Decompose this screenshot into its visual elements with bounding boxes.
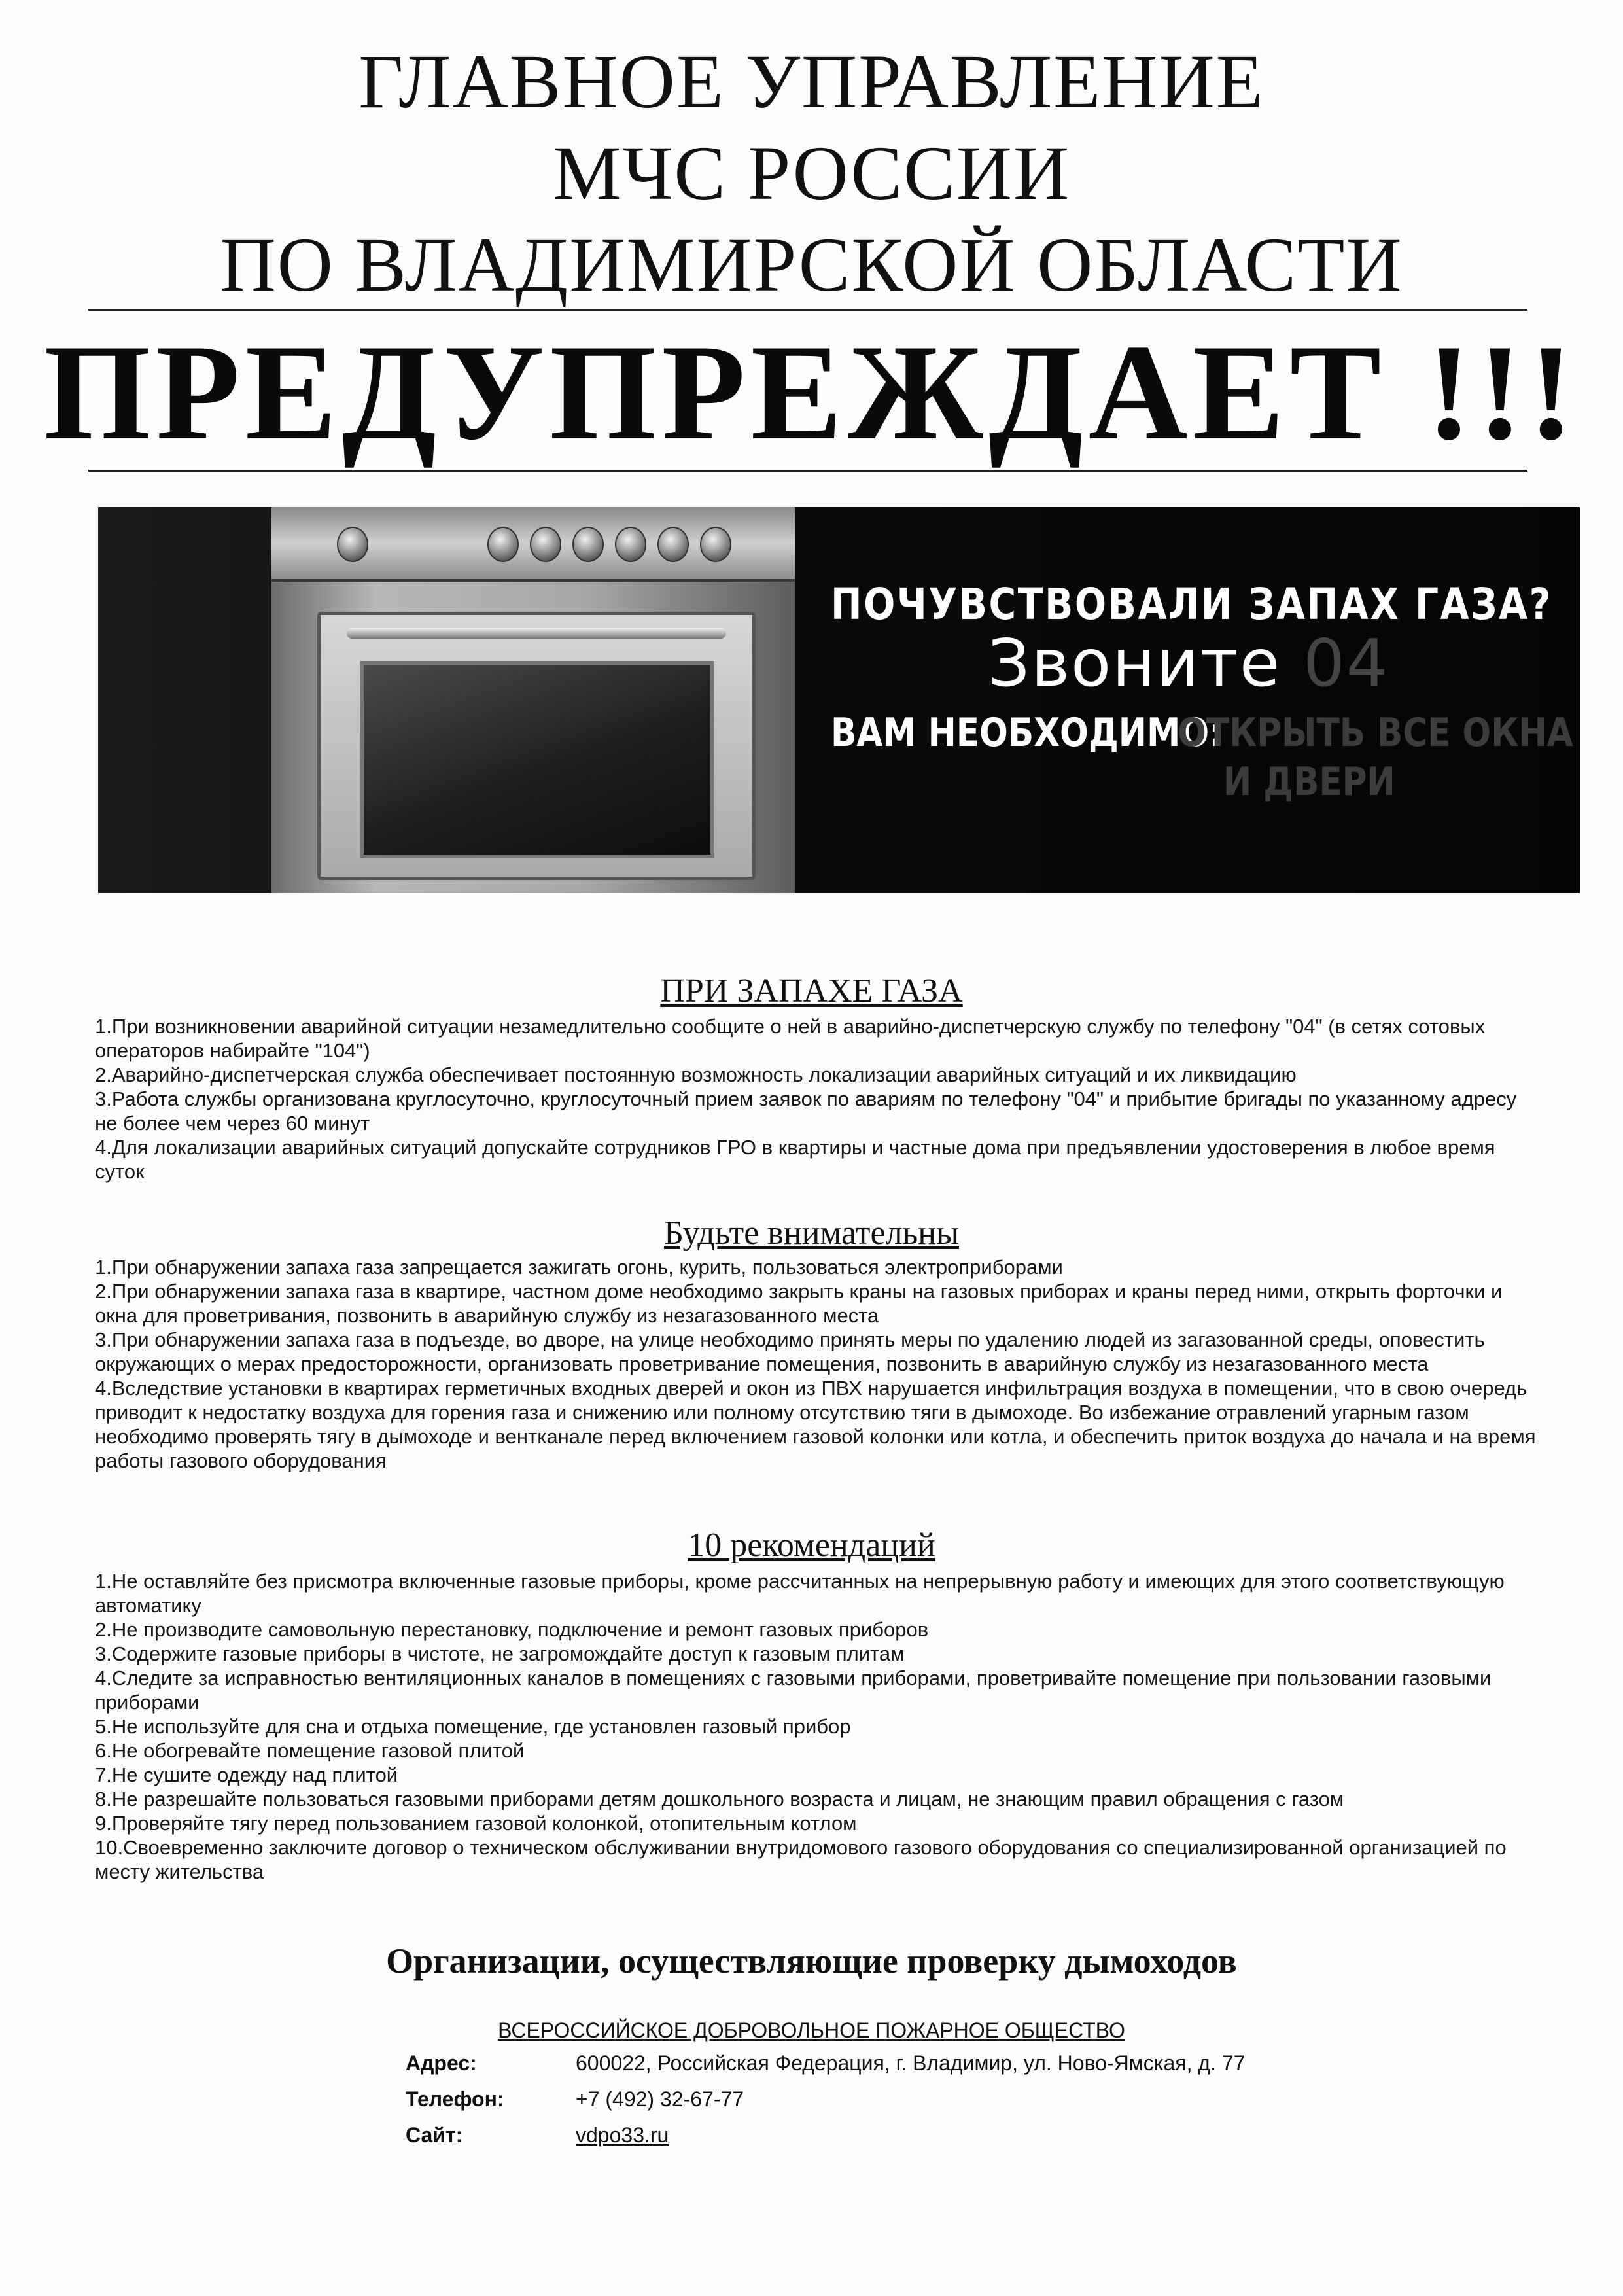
address-value: 600022, Российская Федерация, г. Владимир, ул. Ново-Ямская, д. 77 [576, 2051, 1246, 2075]
list-item: 3.При обнаружении запаха газа в подъезде, во дворе, на улице необходимо принять меры по удалению людей из загазованной среды, оповестить окружающих о мерах предосторожности, организовать проветривание помещения, позвонить в аварийную службу из незагазованного места [95, 1328, 1485, 1375]
list-item: 8.Не разрешайте пользоваться газовыми приборами детям дошкольного возраста и лицам, не знающим правил обращения с газом [95, 1788, 1344, 1810]
stove-knob-icon [530, 527, 561, 562]
warning-title: ПРЕДУПРЕЖДАЕТ !!! [44, 317, 1579, 468]
heading-line-3: ПО ВЛАДИМИРСКОЙ ОБЛАСТИ [220, 222, 1403, 308]
bottom-divider [88, 470, 1527, 472]
top-divider [88, 309, 1527, 311]
oven-window [360, 661, 714, 858]
list-item: 4.Вследствие установки в квартирах герметичных входных дверей и окон из ПВХ нарушается инфильтрация воздуха в помещении, что в свою очередь приводит к недостатку воздуха для горения газа и снижению или полному отсутствию тяги в дымоходе. Во избежание отравлений угарным газом необходимо проверять тягу в дымоходе и вентканале перед включением газовой колонки или котла, и обеспечить приток воздуха до начала и на время работы газового оборудования [95, 1377, 1536, 1472]
site-label: Сайт: [406, 2123, 463, 2147]
banner-call-number: 04 [1303, 625, 1389, 701]
list-item: 1.Не оставляйте без присмотра включенные газовые приборы, кроме рассчитанных на непрерывную работу и имеющих для этого соответствующую автоматику [95, 1570, 1505, 1617]
banner-action-2: И ДВЕРИ [1223, 759, 1395, 805]
banner-action-1: ОТКРЫТЬ ВСЕ ОКНА [1178, 710, 1573, 756]
section-title-recommendations: 10 рекомендаций [688, 1527, 935, 1564]
list-item: 9.Проверяйте тягу перед пользованием газовой колонкой, отопительным котлом [95, 1812, 857, 1835]
banner-call-label: Звоните [988, 625, 1282, 701]
be-careful-list [95, 1255, 1544, 1473]
stove-knob-icon [572, 527, 604, 562]
phone-label: Телефон: [406, 2087, 504, 2111]
gas-stove-image [271, 507, 795, 893]
list-item: 4.Для локализации аварийных ситуаций допускайте сотрудников ГРО в квартиры и частные дома при предъявлении удостоверения в любое время суток [95, 1136, 1495, 1183]
oven-door [317, 612, 756, 880]
gas-smell-list [95, 1014, 1544, 1184]
recommendations-list [95, 1569, 1544, 1884]
list-item: 10.Своевременно заключите договор о техническом обслуживании внутридомового газового оборудования со специализированной организацией по месту жительства [95, 1836, 1507, 1883]
list-item: 2.Не производите самовольную перестановку, подключение и ремонт газовых приборов [95, 1618, 929, 1641]
stove-knob-icon [337, 527, 368, 562]
site-link[interactable]: vdpo33.ru [576, 2123, 669, 2147]
organizations-title: Организации, осуществляющие проверку дымоходов [386, 1941, 1237, 1981]
stove-knob-icon [657, 527, 689, 562]
heading-line-1: ГЛАВНОЕ УПРАВЛЕНИЕ [358, 39, 1265, 124]
stove-control-panel [271, 507, 795, 582]
organization-name: ВСЕРОССИЙСКОЕ ДОБРОВОЛЬНОЕ ПОЖАРНОЕ ОБЩЕСТВО [498, 2019, 1125, 2042]
list-item: 4.Следите за исправностью вентиляционных каналов в помещениях с газовыми приборами, проветривайте помещение при пользовании газовыми приборами [95, 1667, 1492, 1714]
banner-question: ПОЧУВСТВОВАЛИ ЗАПАХ ГАЗА? [831, 579, 1553, 629]
stove-knob-icon [700, 527, 731, 562]
list-item: 1.При возникновении аварийной ситуации незамедлительно сообщите о ней в аварийно-диспетчерскую службу по телефону "04" (в сетях сотовых операторов набирайте "104") [95, 1015, 1486, 1062]
list-item: 3.Работа службы организована круглосуточно, круглосуточный прием заявок по авариям по телефону "04" и прибытие бригады по указанному адресу не более чем через 60 минут [95, 1087, 1517, 1135]
stove-knob-icon [615, 527, 646, 562]
stove-knob-icon [487, 527, 519, 562]
banner-call [988, 625, 1389, 701]
list-item: 3.Содержите газовые приборы в чистоте, не загромождайте доступ к газовым плитам [95, 1642, 905, 1665]
list-item: 2.При обнаружении запаха газа в квартире, частном доме необходимо закрыть краны на газовых приборах и краны перед ними, открыть форточки и окна для проветривания, позвонить в аварийную службу из незагазованного места [95, 1280, 1503, 1327]
banner-need: ВАМ НЕОБХОДИМО: [831, 710, 1223, 756]
section-title-gas-smell: ПРИ ЗАПАХЕ ГАЗА [660, 972, 963, 1010]
list-item: 1.При обнаружении запаха газа запрещается зажигать огонь, курить, пользоваться электроприборами [95, 1256, 1063, 1279]
list-item: 6.Не обогревайте помещение газовой плитой [95, 1739, 525, 1762]
list-item: 5.Не используйте для сна и отдыха помещение, где установлен газовый прибор [95, 1715, 851, 1738]
list-item: 2.Аварийно-диспетчерская служба обеспечивает постоянную возможность локализации аварийных ситуаций и их ликвидацию [95, 1063, 1297, 1086]
section-title-be-careful: Будьте внимательны [663, 1214, 959, 1252]
oven-handle [347, 628, 726, 639]
address-label: Адрес: [406, 2051, 477, 2075]
list-item: 7.Не сушите одежду над плитой [95, 1763, 398, 1786]
gas-smell-banner [98, 507, 1580, 893]
phone-value: +7 (492) 32-67-77 [576, 2087, 744, 2111]
heading-line-2: МЧС РОССИИ [552, 130, 1071, 216]
